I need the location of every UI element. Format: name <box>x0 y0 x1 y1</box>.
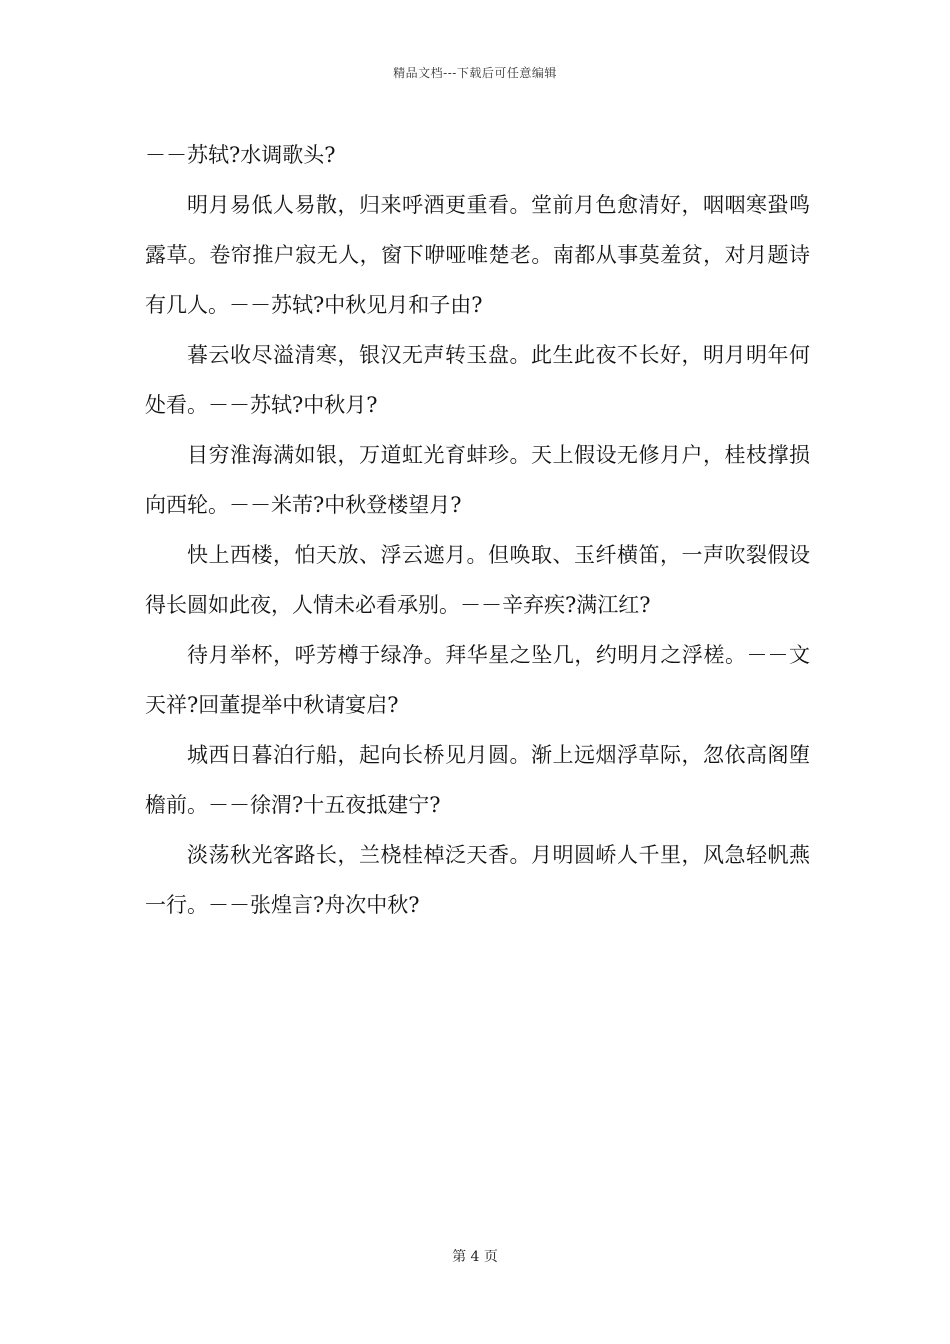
paragraph-poem: 待月举杯，呼芳樽于绿净。拜华星之坠几，约明月之浮槎。－－文天祥?回董提举中秋请宴启? <box>145 643 810 717</box>
paragraph-poem: 淡荡秋光客路长，兰桡桂棹泛天香。月明圆峤人千里，风急轻帆燕一行。－－张煌言?舟次中秋? <box>145 843 810 917</box>
page-header: 精品文档---下载后可任意编辑 <box>393 66 557 80</box>
document-body <box>145 130 810 930</box>
paragraph-poem: 明月易低人易散，归来呼酒更重看。堂前月色愈清好，咽咽寒蛩鸣露草。卷帘推户寂无人，窗下咿哑唯楚老。南都从事莫羞贫，对月题诗有几人。－－苏轼?中秋见月和子由? <box>145 193 810 317</box>
paragraph-poem: 目穷淮海满如银，万道虹光育蚌珍。天上假设无修月户，桂枝撑损向西轮。－－米芾?中秋登楼望月? <box>145 443 810 517</box>
page-number: 第 4 页 <box>452 1249 498 1265</box>
paragraph-poem: 城西日暮泊行船，起向长桥见月圆。渐上远烟浮草际，忽依高阁堕檐前。－－徐渭?十五夜抵建宁? <box>145 743 810 817</box>
paragraph-poem: 快上西楼，怕天放、浮云遮月。但唤取、玉纤横笛，一声吹裂假设得长圆如此夜，人情未必看承别。－－辛弃疾?满江红? <box>145 543 810 617</box>
paragraph-poem: 暮云收尽溢清寒，银汉无声转玉盘。此生此夜不长好，明月明年何处看。－－苏轼?中秋月? <box>145 343 810 417</box>
paragraph-citation: －－苏轼?水调歌头? <box>145 143 336 167</box>
